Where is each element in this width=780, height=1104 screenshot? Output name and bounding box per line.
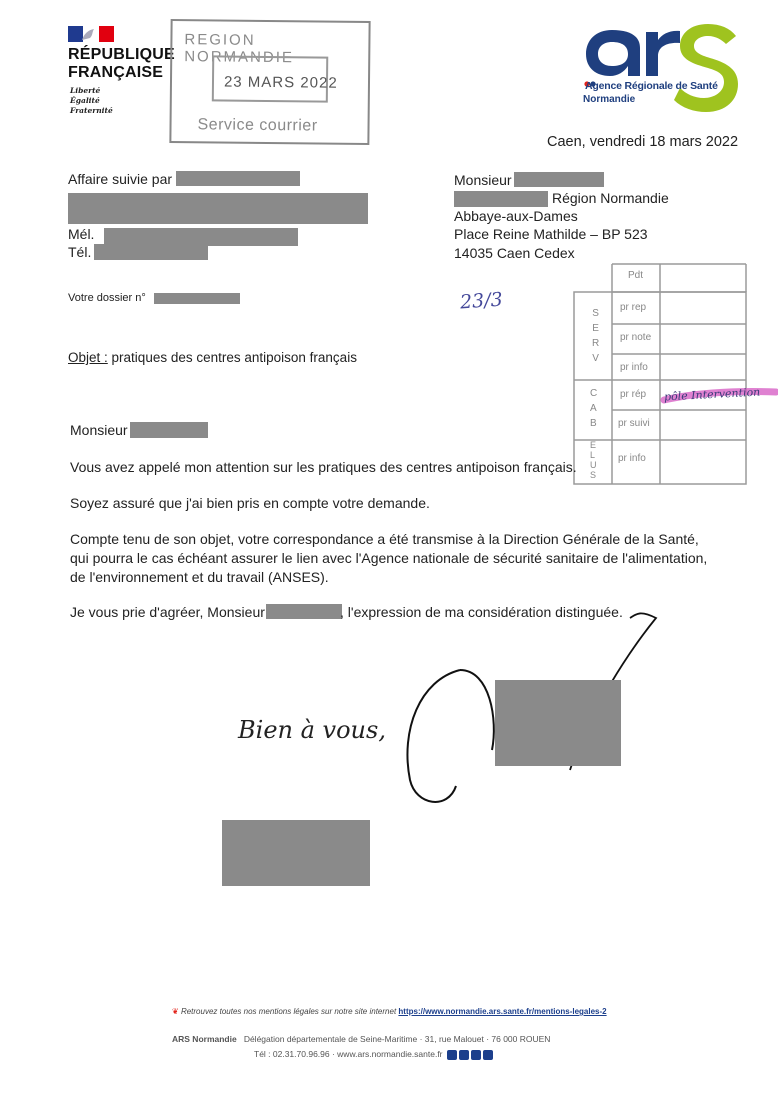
- redacted-dossier: [154, 293, 240, 304]
- routing-grid: [572, 262, 748, 486]
- p3-line1: Compte tenu de son objet, votre correspondance a été transmise à la Direction Générale de la Santé,: [70, 531, 699, 547]
- routing-row: pr note: [620, 332, 652, 343]
- routing-letter: E: [590, 440, 597, 450]
- objet-line: [68, 350, 357, 365]
- footer-legal: [172, 1007, 607, 1016]
- facebook-icon[interactable]: [471, 1050, 481, 1060]
- routing-letter: C: [590, 388, 598, 399]
- recipient-line2: Abbaye-aux-Dames: [454, 208, 578, 224]
- routing-row: pr info: [618, 453, 646, 464]
- letter-paragraph-3: [70, 530, 707, 587]
- redacted-signatory-name: [222, 820, 370, 886]
- motto-egalite: Égalité: [70, 96, 100, 105]
- republique-francaise-name: [68, 46, 175, 82]
- republic-line2: FRANÇAISE: [68, 64, 164, 81]
- leaf-icon: ❦: [172, 1007, 179, 1016]
- routing-letter: R: [592, 338, 600, 349]
- dossier-label: Votre dossier n°: [68, 292, 146, 304]
- handwritten-greeting: Bien à vous,: [238, 716, 386, 744]
- footer-address-line: [172, 1034, 550, 1044]
- routing-group3-letters: [590, 440, 597, 480]
- redacted-closing-name: [266, 604, 342, 619]
- routing-row: pr rep: [620, 302, 647, 313]
- ars-logo: [584, 22, 740, 120]
- objet-label: Objet :: [68, 350, 108, 365]
- youtube-icon[interactable]: [483, 1050, 493, 1060]
- redacted-salutation-name: [130, 422, 208, 438]
- recipient-line3: Place Reine Mathilde – BP 523: [454, 226, 648, 242]
- routing-row: pr suivi: [618, 418, 650, 429]
- letter-paragraph-1: Vous avez appelé mon attention sur les pratiques des centres antipoison français.: [70, 459, 577, 475]
- footer-org: ARS Normandie: [172, 1034, 237, 1044]
- motto-fraternite: Fraternité: [70, 106, 113, 115]
- routing-letter: A: [590, 403, 597, 414]
- footer-legal-link[interactable]: https://www.normandie.ars.sante.fr/mentions-legales-2: [398, 1007, 607, 1016]
- routing-letter: E: [592, 323, 599, 334]
- redacted-name: [176, 171, 300, 186]
- followed-by-label: Affaire suivie par: [68, 171, 173, 187]
- recipient-salutation: Monsieur: [454, 172, 512, 188]
- recipient-line1: Région Normandie: [552, 190, 669, 206]
- letter-paragraph-2: Soyez assuré que j'ai bien pris en compte votre demande.: [70, 495, 430, 511]
- handwritten-number: 23/3: [459, 288, 504, 314]
- motto-liberte: Liberté: [70, 86, 101, 95]
- routing-letter: V: [592, 353, 599, 364]
- recipient-line4: 14035 Caen Cedex: [454, 245, 575, 261]
- routing-letter: B: [590, 418, 597, 429]
- republic-line1: RÉPUBLIQUE: [68, 46, 175, 63]
- closing-part-b: , l'expression de ma considération distinguée.: [340, 604, 623, 620]
- stamp-date: 23 MARS 2022: [223, 73, 338, 92]
- routing-annotation: pôle Intervention: [663, 385, 761, 404]
- routing-letter: S: [590, 470, 597, 480]
- redacted-recipient-title: [454, 191, 548, 207]
- redacted-signature-block: [495, 680, 621, 766]
- routing-header: Pdt: [628, 270, 644, 281]
- twitter-icon[interactable]: [447, 1050, 457, 1060]
- linkedin-icon[interactable]: [459, 1050, 469, 1060]
- redacted-title: [68, 193, 368, 224]
- routing-row: pr info: [620, 362, 648, 373]
- routing-letter: S: [592, 308, 599, 319]
- redacted-phone: [94, 244, 208, 260]
- stamp-service: Service courrier: [197, 116, 318, 135]
- routing-letter: U: [590, 460, 597, 470]
- place-and-date: Caen, vendredi 18 mars 2022: [547, 134, 739, 150]
- reception-stamp: [169, 19, 370, 145]
- mail-label: Mél.: [68, 226, 95, 242]
- routing-group1-letters: [592, 306, 599, 366]
- objet-text: pratiques des centres antipoison français: [111, 350, 357, 365]
- tel-label: Tél.: [68, 244, 92, 260]
- ars-region-name: Normandie: [583, 94, 636, 105]
- routing-letter: L: [590, 450, 596, 460]
- p3-line2: qui pourra le cas échéant assurer le lien avec l'Agence nationale de sécurité sanitaire de l'alimentation,: [70, 550, 708, 566]
- footer-contact: Tél : 02.31.70.96.96 · www.ars.normandie.sante.fr: [254, 1049, 443, 1059]
- footer-address: Délégation départementale de Seine-Maritime · 31, rue Malouet · 76 000 ROUEN: [243, 1034, 551, 1044]
- closing-part-a: Je vous prie d'agréer, Monsieur: [70, 604, 265, 620]
- stamp-region: REGION NORMANDIE: [184, 31, 295, 67]
- routing-group2-letters: [590, 386, 597, 431]
- footer-contact-line: [254, 1049, 493, 1060]
- p3-line3: de l'environnement et du travail (ANSES).: [70, 569, 329, 585]
- ars-agency-name: Agence Régionale de Santé: [585, 80, 718, 92]
- redacted-recipient-name: [514, 172, 604, 187]
- footer-legal-text: Retrouvez toutes nos mentions légales sur notre site internet: [180, 1007, 397, 1016]
- letter-salutation: Monsieur: [70, 422, 128, 438]
- marianne-flag-icon: [68, 26, 114, 42]
- republic-motto: [70, 86, 113, 116]
- routing-row: pr rép: [620, 389, 647, 400]
